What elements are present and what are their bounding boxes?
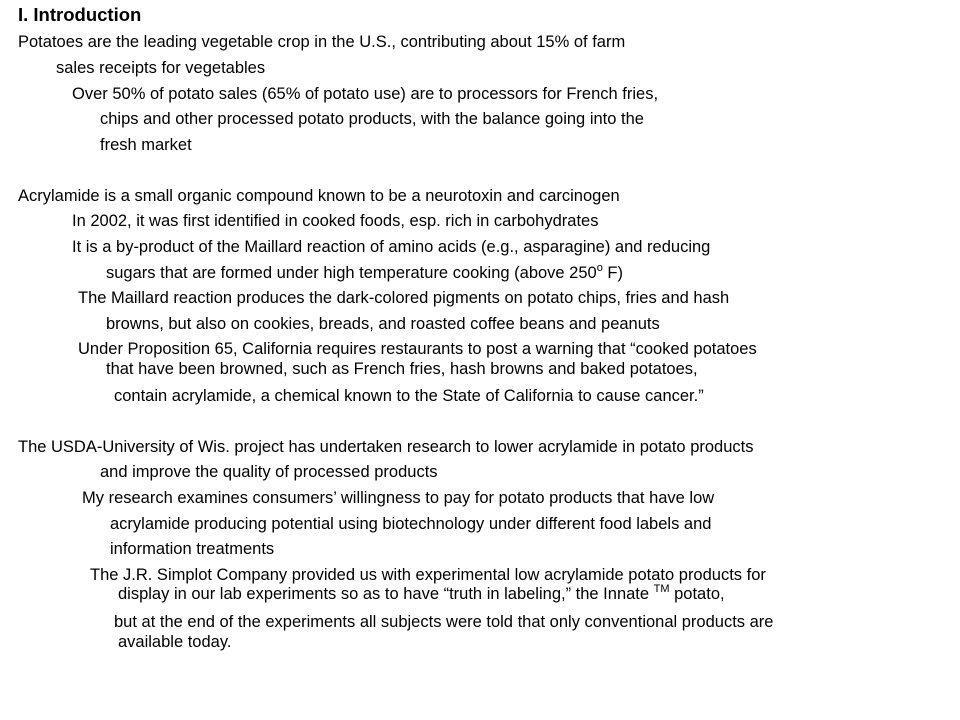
text-segment: display in our lab experiments so as to have “truth in labeling,” the Innate [118,585,654,603]
text-line: browns, but also on cookies, breads, and roasted coffee beans and peanuts [106,315,660,333]
degree-superscript: o [596,261,603,274]
slide-title: I. Introduction [18,4,142,25]
text-line: Under Proposition 65, California requires restaurants to post a warning that “cooked potatoes [78,340,757,358]
text-segment: potato, [669,585,725,603]
text-line: The Maillard reaction produces the dark-colored pigments on potato chips, fries and hash [78,289,730,307]
text-line: that have been browned, such as French fries, hash browns and baked potatoes, [106,360,698,378]
text-line: It is a by-product of the Maillard reaction of amino acids (e.g., asparagine) and reducing [72,238,711,256]
text-line: available today. [118,633,232,651]
text-line: Acrylamide is a small organic compound known to be a neurotoxin and carcinogen [18,187,620,205]
text-line: chips and other processed potato products, with the balance going into the [100,110,644,128]
text-line: fresh market [100,136,192,154]
text-line: information treatments [110,540,275,558]
text-line [106,263,623,283]
text-line: Over 50% of potato sales (65% of potato use) are to processors for French fries, [72,85,659,103]
text-line: sales receipts for vegetables [56,59,266,77]
text-line: contain acrylamide, a chemical known to the State of California to cause cancer.” [114,387,704,405]
text-line: My research examines consumers’ willingness to pay for potato products that have low [82,489,715,507]
text-line: Potatoes are the leading vegetable crop in the U.S., contributing about 15% of farm [18,33,626,51]
text-segment: F) [602,264,624,282]
text-line: but at the end of the experiments all subjects were told that only conventional products are [114,613,774,631]
text-line: The USDA-University of Wis. project has undertaken research to lower acrylamide in potato products [18,438,754,456]
text-line [118,584,725,604]
text-line: acrylamide producing potential using biotechnology under different food labels and [110,515,712,533]
text-segment: sugars that are formed under high temperature cooking (above 250 [106,264,597,282]
text-line: The J.R. Simplot Company provided us with experimental low acrylamide potato products for [90,566,766,584]
text-line: In 2002, it was first identified in cooked foods, esp. rich in carbohydrates [72,212,599,230]
text-line: and improve the quality of processed products [100,463,438,481]
trademark-superscript: TM [653,582,670,595]
